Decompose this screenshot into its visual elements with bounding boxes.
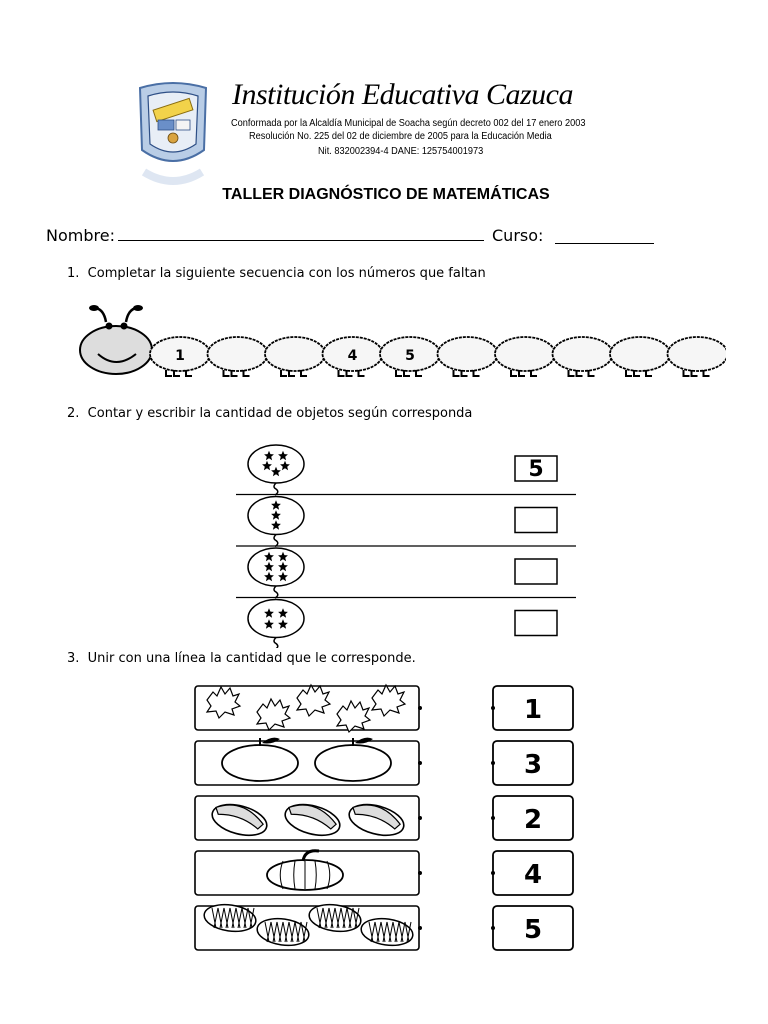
connector-dot[interactable] xyxy=(491,871,495,875)
question-1 xyxy=(67,266,486,281)
balloon-icon xyxy=(248,497,304,547)
connector-dot[interactable] xyxy=(418,926,422,930)
picture-card[interactable] xyxy=(195,796,422,841)
name-label: Nombre: xyxy=(46,226,115,245)
caterpillar-segment xyxy=(323,337,383,376)
answer-box[interactable] xyxy=(515,508,557,533)
balloon-icon xyxy=(248,600,304,649)
course-field-line[interactable] xyxy=(555,243,654,244)
picture-card[interactable] xyxy=(195,738,422,785)
number-value: 5 xyxy=(523,915,543,945)
number-value: 4 xyxy=(523,860,543,890)
caterpillar-sequence xyxy=(76,300,726,382)
caterpillar-segment[interactable] xyxy=(265,337,325,376)
number-card[interactable] xyxy=(491,741,573,785)
question-text: Completar la siguiente secuencia con los números que faltan xyxy=(87,266,486,281)
number-card[interactable] xyxy=(491,851,573,895)
institution-resolution-line: Resolución No. 225 del 02 de diciembre de 2005 para la Educación Media xyxy=(249,131,552,142)
question-number: 1. xyxy=(67,266,80,281)
number-card[interactable] xyxy=(491,906,573,950)
answer-box[interactable] xyxy=(515,611,557,636)
connector-dot[interactable] xyxy=(491,706,495,710)
course-label: Curso: xyxy=(492,226,544,245)
connector-dot[interactable] xyxy=(418,816,422,820)
question-number: 3. xyxy=(67,651,80,666)
caterpillar-segment[interactable] xyxy=(668,337,727,376)
picture-card[interactable] xyxy=(195,902,422,950)
number-value: 2 xyxy=(523,805,543,835)
caterpillar-segment[interactable] xyxy=(208,337,268,376)
name-field-line[interactable] xyxy=(118,240,484,241)
question-text: Contar y escribir la cantidad de objetos según corresponda xyxy=(87,406,473,421)
school-crest-logo xyxy=(136,80,210,198)
answer-box[interactable] xyxy=(515,456,557,482)
caterpillar-segment[interactable] xyxy=(553,337,613,376)
institution-name: Institución Educativa Cazuca xyxy=(232,78,573,111)
balloon-counting-table xyxy=(236,440,576,648)
caterpillar-number: 1 xyxy=(175,348,185,364)
connector-dot[interactable] xyxy=(491,761,495,765)
picture-card[interactable] xyxy=(195,851,422,895)
caterpillar-number: 5 xyxy=(405,348,415,364)
balloon-row xyxy=(248,445,557,495)
worksheet-title: TALLER DIAGNÓSTICO DE MATEMÁTICAS xyxy=(222,186,550,203)
caterpillar-body xyxy=(80,305,726,376)
institution-decree-line: Conformada por la Alcaldía Municipal de Soacha según decreto 002 del 17 enero 2003 xyxy=(231,118,586,129)
question-text: Unir con una línea la cantidad que le corresponde. xyxy=(87,651,416,666)
balloon-icon xyxy=(248,548,304,598)
answer-box[interactable] xyxy=(515,559,557,584)
caterpillar-segment[interactable] xyxy=(495,337,555,376)
question-3 xyxy=(67,651,416,666)
connector-dot[interactable] xyxy=(418,871,422,875)
caterpillar-number: 4 xyxy=(347,348,358,364)
caterpillar-segment[interactable] xyxy=(610,337,670,376)
institution-nit-line: Nit. 832002394-4 DANE: 125754001973 xyxy=(318,146,484,157)
connector-dot[interactable] xyxy=(418,761,422,765)
connector-dot[interactable] xyxy=(491,816,495,820)
number-card[interactable] xyxy=(491,796,573,840)
balloon-row xyxy=(236,546,576,598)
number-value: 3 xyxy=(523,750,543,780)
matching-exercise xyxy=(190,680,580,956)
caterpillar-segment[interactable] xyxy=(438,337,498,376)
question-2 xyxy=(67,406,472,421)
balloon-row xyxy=(236,598,576,649)
question-number: 2. xyxy=(67,406,80,421)
caterpillar-segment xyxy=(380,337,440,376)
caterpillar-head xyxy=(80,305,152,374)
number-card[interactable] xyxy=(491,686,573,730)
picture-card[interactable] xyxy=(195,685,422,732)
balloon-row xyxy=(236,495,576,547)
number-value: 1 xyxy=(523,695,543,725)
caterpillar-segment xyxy=(150,337,210,376)
connector-dot[interactable] xyxy=(418,706,422,710)
balloon-icon xyxy=(248,445,304,495)
answer-value: 5 xyxy=(528,457,544,482)
connector-dot[interactable] xyxy=(491,926,495,930)
